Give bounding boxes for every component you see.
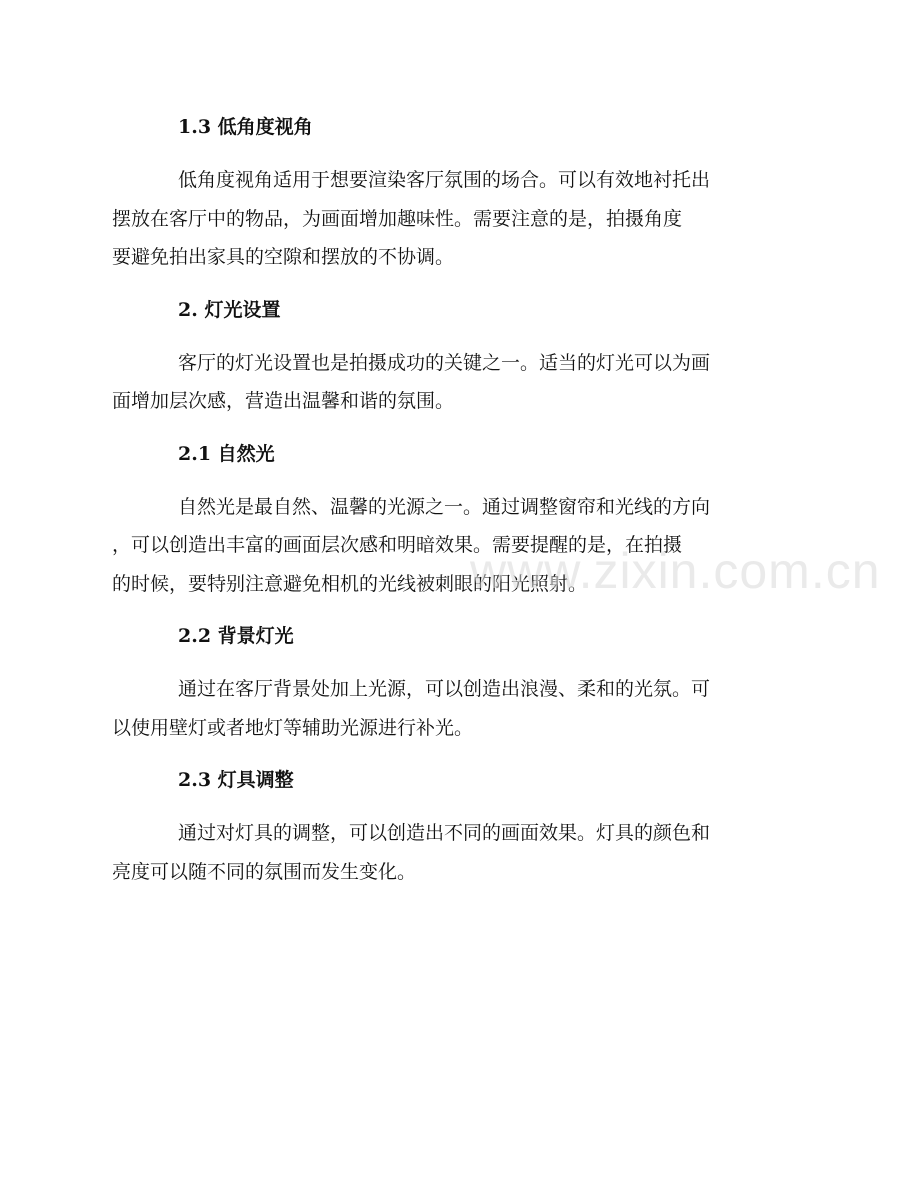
section-heading-2: 2. 灯光设置 xyxy=(178,298,281,321)
paragraph-line: 摆放在客厅中的物品，为画面增加趣味性。需要注意的是，拍摄角度 xyxy=(112,207,683,230)
section-paragraph-2 xyxy=(112,344,778,421)
section-paragraph-2-3 xyxy=(112,814,778,891)
section-heading-1-3: 1.3 低角度视角 xyxy=(178,116,313,138)
paragraph-line: 客厅的灯光设置也是拍摄成功的关键之一。适当的灯光可以为画 xyxy=(178,351,711,374)
section-heading-2-2: 2.2 背景灯光 xyxy=(178,625,294,647)
paragraph-line: 以使用壁灯或者地灯等辅助光源进行补光。 xyxy=(112,716,474,739)
paragraph-line: ，可以创造出丰富的画面层次感和明暗效果。需要提醒的是，在拍摄 xyxy=(112,534,683,556)
section-heading-2-1: 2.1 自然光 xyxy=(178,442,275,465)
section-paragraph-2-2 xyxy=(112,670,778,747)
paragraph-line: 亮度可以随不同的氛围而发生变化。 xyxy=(112,860,417,883)
paragraph-line: 低角度视角适用于想要渲染客厅氛围的场合。可以有效地衬托出 xyxy=(178,169,711,191)
paragraph-line: 自然光是最自然、温馨的光源之一。通过调整窗帘和光线的方向 xyxy=(178,495,711,518)
paragraph-line: 面增加层次感，营造出温馨和谐的氛围。 xyxy=(112,390,455,412)
paragraph-line: 通过对灯具的调整，可以创造出不同的画面效果。灯具的颜色和 xyxy=(178,822,711,844)
section-heading-2-3: 2.3 灯具调整 xyxy=(178,769,294,791)
section-paragraph-1-3 xyxy=(112,161,778,277)
section-paragraph-2-1 xyxy=(112,488,778,604)
paragraph-line: 要避免拍出家具的空隙和摆放的不协调。 xyxy=(112,246,455,268)
paragraph-line: 的时候，要特别注意避免相机的光线被刺眼的阳光照射。 xyxy=(112,572,588,595)
paragraph-line: 通过在客厅背景处加上光源，可以创造出浪漫、柔和的光氛。可 xyxy=(178,678,711,700)
watermark: www.zixin.com.cn xyxy=(470,543,881,599)
document-body xyxy=(112,112,778,909)
